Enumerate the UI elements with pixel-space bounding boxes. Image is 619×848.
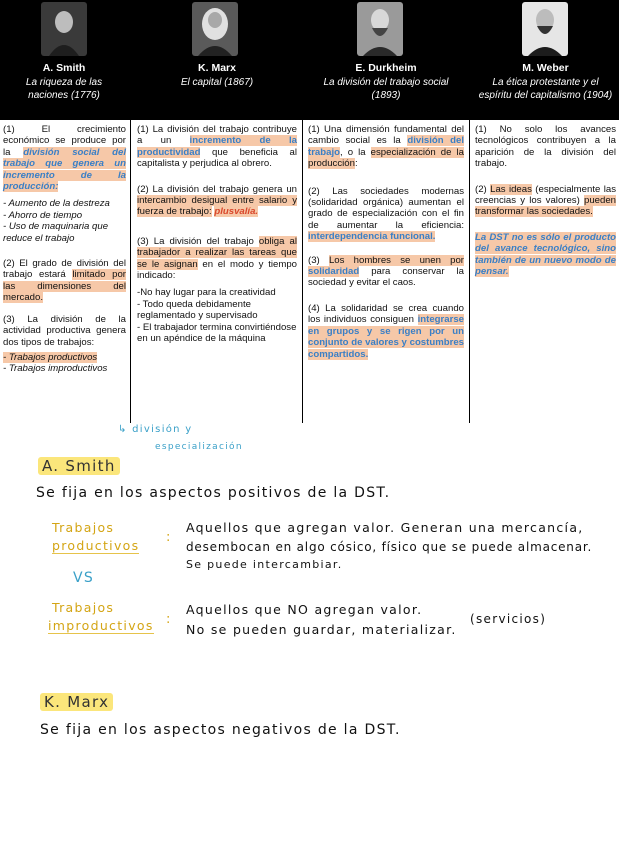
- marx-portrait: [192, 2, 238, 56]
- author-name: A. Smith: [42, 62, 86, 74]
- author-marx: [132, 0, 302, 120]
- author-smith: [0, 0, 128, 120]
- weber-point-1: (1) No solo los avances tecnológicos contribuyen a la aparición de la división del trabajo.: [475, 124, 616, 170]
- notes-marx-title: K. Marx: [40, 693, 113, 711]
- improd-def-2: No se pueden guardar, materializar.: [186, 622, 457, 637]
- smith-column: (1) El crecimiento económico se produce por la división social del trabajo que genera un incremento de la producción: - Aumento de la destreza - Ahorro de tiempo - Uso de maquinaria que reduce el trabajo (2) El grado de división del trabajo estará limitado por las dimensiones del mercado. (3) La división de la actividad productiva genera dos tipos de trabajos: - Trabajos productivos - Trabajos improductivos: [3, 124, 127, 375]
- note-arrow: ↳ división y: [118, 424, 193, 435]
- improd-def-1: Aquellos que NO agregan valor.: [186, 602, 423, 617]
- improd-label-1: Trabajos: [52, 600, 115, 615]
- weber-point-3: La DST no es sólo el producto del avance tecnológico, sino también de un nuevo modo de pensar.: [475, 231, 616, 278]
- vs-label: VS: [73, 570, 95, 586]
- note-arrow-2: especialización: [155, 442, 243, 452]
- smith-point-1: (1) El crecimiento económico se produce por la división social del trabajo que genera un incremento de la producción:: [3, 124, 127, 193]
- colon: :: [166, 530, 172, 545]
- durkheim-point-4: (4) La solidaridad se crea cuando los individuos consiguen integrarse en grupos y se rigen por un conjunto de valores y costumbres compartidos.: [308, 302, 464, 360]
- prod-def-1: Aquellos que agregan valor. Generan una mercancía,: [186, 520, 584, 535]
- author-weber: [472, 0, 619, 120]
- durkheim-portrait: [357, 2, 403, 56]
- notes-smith-line: Se fija en los aspectos positivos de la DST.: [36, 485, 391, 501]
- author-name: M. Weber: [522, 62, 569, 74]
- smith-point-3: (3) La división de la actividad productiva genera dos tipos de trabajos:: [3, 313, 126, 348]
- author-durkheim: [302, 0, 470, 120]
- marx-point-2: (2) La división del trabajo genera un intercambio desigual entre salario y fuerza de trabajo: plusvalía.: [137, 183, 297, 218]
- smith-point-2: (2) El grado de división del trabajo estará limitado por las dimensiones del mercado.: [3, 258, 126, 304]
- authors-header: [0, 0, 619, 120]
- colon: :: [166, 612, 172, 627]
- weber-portrait: [522, 2, 568, 56]
- marx-column: (1) La división del trabajo contribuye a un incremento de la productividad que beneficia al capitalista y perjudica al obrero. (2) La división del trabajo genera un intercambio desigual entre salario y fuerza de trabajo: plusvalía. (3) La división del trabajo obliga al trabajador a realizar las tareas que se le asignan en el modo y tiempo indicado: -No hay lugar para la creatividad - Todo queda debidamente reglamentado y supervisado - El trabajador termina convirtiéndose en un apéndice de la máquina: [137, 124, 297, 345]
- smith-portrait: [41, 2, 87, 56]
- prod-label-2: productivos: [52, 538, 140, 553]
- marx-point-3: (3) La división del trabajo obliga al trabajador a realizar las tareas que se le asignan en el modo y tiempo indicado:: [137, 235, 297, 282]
- durkheim-point-2: (2) Las sociedades modernas (solidaridad orgánica) aumentan el grado de especialización con el fin de aumentar la eficiencia: interdependencia funcional.: [308, 185, 464, 243]
- prod-label-1: Trabajos: [52, 520, 115, 535]
- weber-point-2: (2) Las ideas (especialmente las creencias y los valores) pueden transformar las sociedades.: [475, 183, 616, 218]
- notes-smith-title: A. Smith: [38, 457, 120, 475]
- weber-column: [475, 120, 616, 427]
- durkheim-point-3: (3) Los hombres se unen por solidaridad para conservar la sociedad y evitar el caos.: [308, 254, 464, 289]
- improd-note: (servicios): [470, 612, 547, 626]
- durkheim-column: [308, 120, 464, 427]
- notes-marx-line: Se fija en los aspectos negativos de la DST.: [40, 722, 401, 738]
- author-name: K. Marx: [198, 62, 236, 74]
- author-book: El capital (1867): [180, 77, 254, 88]
- author-name: E. Durkheim: [355, 62, 417, 74]
- marx-point-1: (1) La división del trabajo contribuye a un incremento de la productividad que beneficia al capitalista y perjudica al obrero.: [137, 124, 297, 170]
- prod-def-3: Se puede intercambiar.: [186, 558, 343, 571]
- author-book: La riqueza de las naciones (1776): [25, 77, 103, 101]
- prod-def-2: desembocan en algo cósico, físico que se puede almacenar.: [186, 540, 593, 554]
- author-book: La ética protestante y el espíritu del capitalismo (1904): [478, 77, 613, 101]
- author-book: La división del trabajo social (1893): [323, 77, 449, 101]
- durkheim-point-1: (1) Una dimensión fundamental del cambio social es la división del trabajo, o la especialización de la producción:: [308, 124, 465, 170]
- improd-label-2: improductivos: [48, 618, 154, 633]
